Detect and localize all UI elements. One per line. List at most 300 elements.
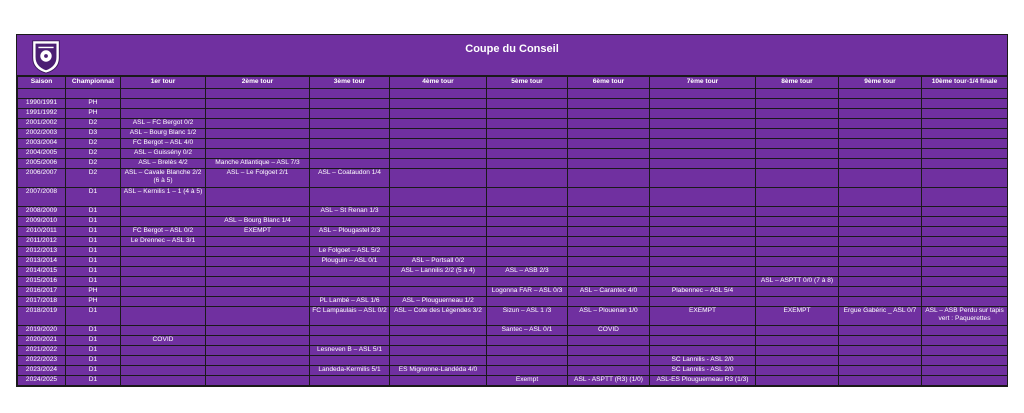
- cell-saison: 2024/2025: [18, 376, 66, 386]
- table-row: [18, 287, 1008, 297]
- cell-t7: [650, 109, 756, 119]
- cell-t3: [310, 139, 390, 149]
- cell-t7: SC Lannilis - ASL 2/0: [650, 356, 756, 366]
- cell-t6: [568, 356, 650, 366]
- cell-t9: [839, 99, 922, 109]
- table-row: [18, 326, 1008, 336]
- cell-t6: [568, 159, 650, 169]
- results-table: [17, 76, 1008, 386]
- cell-t5: [487, 149, 568, 159]
- cell-champ: D1: [66, 237, 121, 247]
- cell-t4: [390, 336, 487, 346]
- cell-t8: [756, 139, 839, 149]
- cell-t2: [206, 267, 310, 277]
- cell-t6: [568, 217, 650, 227]
- cell-t4: ASL – Portsall 0/2: [390, 257, 487, 267]
- cell-t10: [922, 99, 1008, 109]
- cell-t8: [756, 119, 839, 129]
- cell-t10: [922, 297, 1008, 307]
- cell-t9: [839, 287, 922, 297]
- cell-t7: EXEMPT: [650, 307, 756, 326]
- cell-t3: [310, 188, 390, 207]
- cell-t8: [756, 326, 839, 336]
- cell-saison: 2012/2013: [18, 247, 66, 257]
- cell-t3: [310, 217, 390, 227]
- cell-t1: [121, 277, 206, 287]
- cell-champ: D1: [66, 277, 121, 287]
- cell-t6: [568, 99, 650, 109]
- cell-t7: SC Lannilis - ASL 2/0: [650, 366, 756, 376]
- cell-t8: [756, 129, 839, 139]
- cell-t3: FC Lampaulais – ASL 0/2: [310, 307, 390, 326]
- cell-t6: [568, 129, 650, 139]
- column-header: 7ème tour: [650, 77, 756, 89]
- cell-champ: D1: [66, 247, 121, 257]
- cell-t6: [568, 188, 650, 207]
- cell-t3: Le Folgoet – ASL 5/2: [310, 247, 390, 257]
- cell-saison: 2010/2011: [18, 227, 66, 237]
- cell-t6: [568, 346, 650, 356]
- cell-t9: [839, 336, 922, 346]
- cell-saison: 2014/2015: [18, 267, 66, 277]
- cell-t7: [650, 99, 756, 109]
- cell-t10: ASL – ASB Perdu sur tapis vert : Paquerettes: [922, 307, 1008, 326]
- cell-saison: 2018/2019: [18, 307, 66, 326]
- cell-t4: [390, 237, 487, 247]
- cell-t5: [487, 119, 568, 129]
- cell-t10: [922, 267, 1008, 277]
- cell-t2: [206, 129, 310, 139]
- table-row: [18, 207, 1008, 217]
- column-header: 4ème tour: [390, 77, 487, 89]
- table-row: [18, 336, 1008, 346]
- table-row: [18, 227, 1008, 237]
- cell-saison: 2002/2003: [18, 129, 66, 139]
- cell-t5: [487, 217, 568, 227]
- cell-t9: [839, 227, 922, 237]
- table-row: [18, 217, 1008, 227]
- cell-t5: [487, 237, 568, 247]
- cell-t1: ASL – Bourg Blanc 1/2: [121, 129, 206, 139]
- cell-t1: [121, 257, 206, 267]
- cell-t3: Lesneven B – ASL 5/1: [310, 346, 390, 356]
- cell-t4: ASL – Lannilis 2/2 (5 à 4): [390, 267, 487, 277]
- cell-t10: [922, 149, 1008, 159]
- cell-t6: [568, 207, 650, 217]
- cell-t9: [839, 237, 922, 247]
- table-row: [18, 119, 1008, 129]
- cell-champ: D1: [66, 376, 121, 386]
- cell-t4: [390, 247, 487, 257]
- cell-t4: [390, 287, 487, 297]
- cell-t2: [206, 356, 310, 366]
- cell-champ: D2: [66, 169, 121, 188]
- cell-t8: [756, 169, 839, 188]
- table-body: [18, 89, 1008, 386]
- spacer-row: [18, 89, 1008, 99]
- cell-t10: [922, 129, 1008, 139]
- cell-t6: [568, 336, 650, 346]
- cell-t7: [650, 207, 756, 217]
- cell-t10: [922, 247, 1008, 257]
- cell-t6: [568, 119, 650, 129]
- cell-t10: [922, 109, 1008, 119]
- cell-t8: [756, 346, 839, 356]
- cell-t4: [390, 188, 487, 207]
- cell-t5: ASL – ASB 2/3: [487, 267, 568, 277]
- cell-t5: [487, 346, 568, 356]
- cell-t1: [121, 376, 206, 386]
- cell-t7: [650, 129, 756, 139]
- cell-t2: [206, 109, 310, 119]
- cell-t3: Plouguin – ASL 0/1: [310, 257, 390, 267]
- cell-t2: [206, 366, 310, 376]
- cell-t6: ASL - ASPTT (R3) (1/0): [568, 376, 650, 386]
- cell-t7: [650, 297, 756, 307]
- cell-champ: D2: [66, 149, 121, 159]
- cell-t1: [121, 109, 206, 119]
- cell-t3: ASL – St Renan 1/3: [310, 207, 390, 217]
- cell-t10: [922, 217, 1008, 227]
- cell-t4: [390, 99, 487, 109]
- cell-t3: [310, 336, 390, 346]
- cell-t3: [310, 149, 390, 159]
- cell-t8: [756, 217, 839, 227]
- cell-t1: [121, 267, 206, 277]
- cell-champ: D1: [66, 366, 121, 376]
- cell-t8: ASL – ASPTT 0/0 (7 à 8): [756, 277, 839, 287]
- cell-saison: 2005/2006: [18, 159, 66, 169]
- column-header: 6ème tour: [568, 77, 650, 89]
- cell-t7: [650, 139, 756, 149]
- cell-t5: Logonna FAR – ASL 0/3: [487, 287, 568, 297]
- cell-t9: [839, 188, 922, 207]
- cell-t8: [756, 237, 839, 247]
- cell-t6: [568, 267, 650, 277]
- cell-t9: [839, 247, 922, 257]
- cell-t8: [756, 159, 839, 169]
- cell-t9: [839, 129, 922, 139]
- column-header: 1er tour: [121, 77, 206, 89]
- title-bar: [17, 35, 1007, 76]
- cell-t6: COVID: [568, 326, 650, 336]
- cell-t6: ASL – Plouenan 1/0: [568, 307, 650, 326]
- table-row: [18, 366, 1008, 376]
- page-title: Coupe du Conseil: [465, 43, 559, 55]
- cell-t1: COVID: [121, 336, 206, 346]
- table-row: [18, 237, 1008, 247]
- cell-t3: Landeda-Kermilis 5/1: [310, 366, 390, 376]
- cell-champ: PH: [66, 287, 121, 297]
- cell-t10: [922, 376, 1008, 386]
- cell-t6: [568, 227, 650, 237]
- cell-champ: D1: [66, 227, 121, 237]
- cell-t7: [650, 188, 756, 207]
- cell-t1: [121, 297, 206, 307]
- column-header: 8ème tour: [756, 77, 839, 89]
- cell-champ: D1: [66, 207, 121, 217]
- cell-t6: [568, 257, 650, 267]
- cell-t1: ASL – FC Bergot 0/2: [121, 119, 206, 129]
- cell-t5: [487, 336, 568, 346]
- cell-t10: [922, 356, 1008, 366]
- cell-saison: 2015/2016: [18, 277, 66, 287]
- cell-t9: [839, 356, 922, 366]
- cell-t9: [839, 277, 922, 287]
- cell-t9: [839, 376, 922, 386]
- cell-t8: [756, 267, 839, 277]
- cell-t7: [650, 227, 756, 237]
- cell-t4: [390, 109, 487, 119]
- table-row: [18, 247, 1008, 257]
- cell-saison: 2020/2021: [18, 336, 66, 346]
- cell-t2: [206, 99, 310, 109]
- cell-t5: [487, 139, 568, 149]
- cell-t8: [756, 257, 839, 267]
- cell-t2: Manche Atlantique – ASL 7/3: [206, 159, 310, 169]
- cell-t6: [568, 139, 650, 149]
- cell-t8: [756, 109, 839, 119]
- cell-t7: [650, 169, 756, 188]
- cell-t6: ASL – Carantec 4/0: [568, 287, 650, 297]
- cell-t8: EXEMPT: [756, 307, 839, 326]
- cell-t6: [568, 247, 650, 257]
- header-row: [18, 77, 1008, 89]
- cell-t5: [487, 109, 568, 119]
- cell-champ: D1: [66, 257, 121, 267]
- cell-champ: PH: [66, 109, 121, 119]
- cell-t4: [390, 129, 487, 139]
- cell-t10: [922, 326, 1008, 336]
- table-row: [18, 139, 1008, 149]
- cell-t2: [206, 149, 310, 159]
- cell-t4: [390, 217, 487, 227]
- cell-t1: FC Bergot – ASL 4/0: [121, 139, 206, 149]
- cell-t10: [922, 346, 1008, 356]
- cell-t4: [390, 376, 487, 386]
- cell-t4: ASL – Plouguerneau 1/2: [390, 297, 487, 307]
- cell-t2: [206, 326, 310, 336]
- cell-t9: [839, 257, 922, 267]
- cell-t5: [487, 257, 568, 267]
- cell-t2: [206, 287, 310, 297]
- cell-t4: [390, 207, 487, 217]
- cell-t1: [121, 99, 206, 109]
- table-row: [18, 356, 1008, 366]
- cell-t2: EXEMPT: [206, 227, 310, 237]
- cell-saison: 2019/2020: [18, 326, 66, 336]
- cell-t10: [922, 207, 1008, 217]
- cell-saison: 2023/2024: [18, 366, 66, 376]
- cell-t10: [922, 188, 1008, 207]
- cell-t8: [756, 227, 839, 237]
- cell-t4: [390, 346, 487, 356]
- cell-saison: 2009/2010: [18, 217, 66, 227]
- cell-t2: [206, 297, 310, 307]
- cell-t1: [121, 247, 206, 257]
- cell-t4: [390, 356, 487, 366]
- cell-champ: D1: [66, 326, 121, 336]
- cell-t9: [839, 326, 922, 336]
- cell-t2: [206, 139, 310, 149]
- table-row: [18, 99, 1008, 109]
- cell-t1: [121, 287, 206, 297]
- cell-t10: [922, 139, 1008, 149]
- cell-saison: 2021/2022: [18, 346, 66, 356]
- cell-t5: [487, 356, 568, 366]
- table-row: [18, 307, 1008, 326]
- cell-t9: [839, 109, 922, 119]
- table-row: [18, 277, 1008, 287]
- cell-t9: [839, 139, 922, 149]
- table-row: [18, 159, 1008, 169]
- cell-t5: [487, 247, 568, 257]
- cell-t8: [756, 366, 839, 376]
- cell-t4: [390, 159, 487, 169]
- column-header: 3ème tour: [310, 77, 390, 89]
- cell-t7: [650, 257, 756, 267]
- cell-saison: 2006/2007: [18, 169, 66, 188]
- cell-saison: 2013/2014: [18, 257, 66, 267]
- cell-t5: [487, 129, 568, 139]
- cell-t1: [121, 307, 206, 326]
- cell-t5: [487, 366, 568, 376]
- cell-t4: [390, 326, 487, 336]
- cell-t4: [390, 227, 487, 237]
- cell-t8: [756, 356, 839, 366]
- cell-t10: [922, 287, 1008, 297]
- cell-t1: [121, 207, 206, 217]
- column-header: 5ème tour: [487, 77, 568, 89]
- cell-t10: [922, 169, 1008, 188]
- cell-t9: [839, 267, 922, 277]
- cell-t3: [310, 159, 390, 169]
- cell-champ: D1: [66, 188, 121, 207]
- cell-champ: D1: [66, 336, 121, 346]
- cell-t8: [756, 297, 839, 307]
- cell-t3: ASL – Coataudon 1/4: [310, 169, 390, 188]
- cell-saison: 2007/2008: [18, 188, 66, 207]
- cell-champ: D2: [66, 119, 121, 129]
- cell-t7: [650, 277, 756, 287]
- cell-t3: [310, 129, 390, 139]
- cell-t8: [756, 376, 839, 386]
- cell-t7: Plabennec – ASL 5/4: [650, 287, 756, 297]
- cell-t1: [121, 326, 206, 336]
- cell-t10: [922, 366, 1008, 376]
- cell-t2: [206, 257, 310, 267]
- cell-t8: [756, 247, 839, 257]
- cell-t1: [121, 366, 206, 376]
- cell-t7: [650, 217, 756, 227]
- table-row: [18, 376, 1008, 386]
- cell-t8: [756, 336, 839, 346]
- cell-t10: [922, 159, 1008, 169]
- cell-t3: PL Lambé – ASL 1/6: [310, 297, 390, 307]
- cell-t5: [487, 99, 568, 109]
- results-sheet: [16, 34, 1008, 387]
- cell-t5: Santec – ASL 0/1: [487, 326, 568, 336]
- cell-t9: [839, 149, 922, 159]
- cell-t8: [756, 149, 839, 159]
- table-row: [18, 188, 1008, 207]
- cell-t1: ASL – Brelès 4/2: [121, 159, 206, 169]
- cell-t1: ASL – Cavale Blanche 2/2 (6 à 5): [121, 169, 206, 188]
- cell-t7: [650, 336, 756, 346]
- cell-t9: [839, 346, 922, 356]
- cell-t3: [310, 287, 390, 297]
- table-row: [18, 109, 1008, 119]
- cell-t1: [121, 356, 206, 366]
- cell-t8: [756, 99, 839, 109]
- cell-t7: ASL-ES Plouguerneau R3 (1/3): [650, 376, 756, 386]
- cell-champ: D1: [66, 217, 121, 227]
- cell-t8: [756, 188, 839, 207]
- table-row: [18, 169, 1008, 188]
- cell-t3: [310, 356, 390, 366]
- cell-t10: [922, 277, 1008, 287]
- cell-t9: [839, 169, 922, 188]
- cell-t7: [650, 326, 756, 336]
- cell-champ: PH: [66, 99, 121, 109]
- cell-t2: ASL – Le Folgoet 2/1: [206, 169, 310, 188]
- table-row: [18, 267, 1008, 277]
- cell-saison: 2004/2005: [18, 149, 66, 159]
- cell-t7: [650, 119, 756, 129]
- cell-saison: 2001/2002: [18, 119, 66, 129]
- cell-t4: [390, 139, 487, 149]
- cell-t7: [650, 346, 756, 356]
- cell-t5: [487, 188, 568, 207]
- cell-t7: [650, 159, 756, 169]
- cell-t2: [206, 346, 310, 356]
- column-header: 9ème tour: [839, 77, 922, 89]
- cell-t9: Ergue Gabéric _ ASL 0/7: [839, 307, 922, 326]
- cell-saison: 1990/1991: [18, 99, 66, 109]
- cell-t2: [206, 277, 310, 287]
- cell-champ: D1: [66, 356, 121, 366]
- column-header: Saison: [18, 77, 66, 89]
- cell-t4: ASL – Cote des Légendes 3/2: [390, 307, 487, 326]
- cell-saison: 2016/2017: [18, 287, 66, 297]
- cell-t5: [487, 159, 568, 169]
- cell-saison: 2011/2012: [18, 237, 66, 247]
- cell-t1: [121, 346, 206, 356]
- cell-t3: [310, 376, 390, 386]
- cell-t3: ASL – Plougastel 2/3: [310, 227, 390, 237]
- cell-t5: [487, 169, 568, 188]
- cell-t7: [650, 247, 756, 257]
- cell-t6: [568, 169, 650, 188]
- cell-t9: [839, 119, 922, 129]
- cell-t9: [839, 159, 922, 169]
- cell-t1: Le Drennec – ASL 3/1: [121, 237, 206, 247]
- cell-t4: [390, 277, 487, 287]
- cell-t5: [487, 207, 568, 217]
- table-row: [18, 129, 1008, 139]
- cell-t2: [206, 237, 310, 247]
- cell-saison: 1991/1992: [18, 109, 66, 119]
- cell-t9: [839, 207, 922, 217]
- cell-t7: [650, 267, 756, 277]
- cell-t10: [922, 257, 1008, 267]
- cell-t3: [310, 237, 390, 247]
- cell-t2: [206, 307, 310, 326]
- cell-t10: [922, 227, 1008, 237]
- cell-t6: [568, 277, 650, 287]
- cell-t9: [839, 297, 922, 307]
- cell-t1: FC Bergot – ASL 0/2: [121, 227, 206, 237]
